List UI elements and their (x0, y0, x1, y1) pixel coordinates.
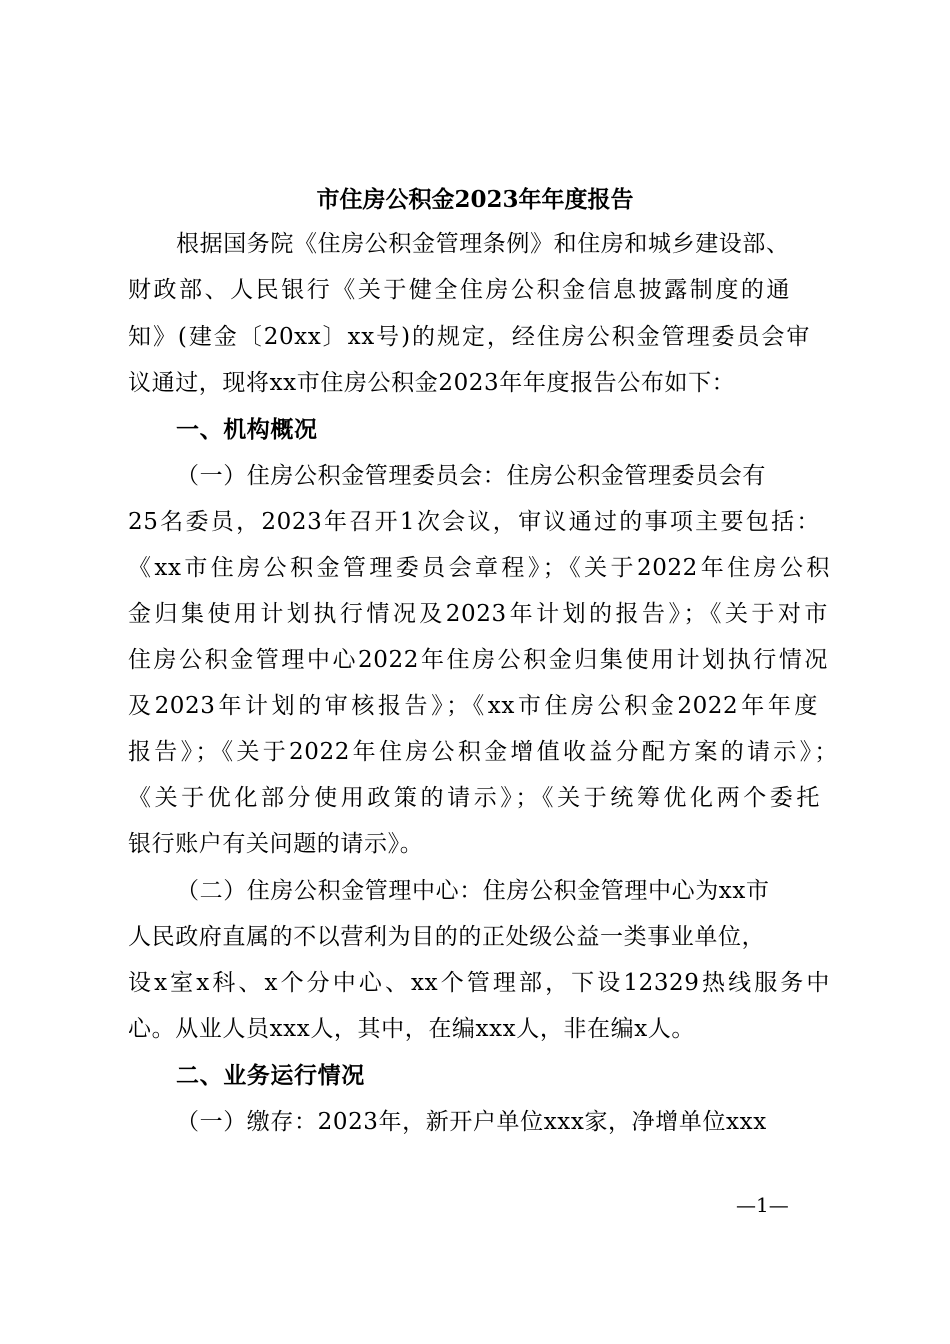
paragraph-line: 《xx市住房公积金管理委员会章程》；《关于2022年住房公积 (128, 555, 830, 581)
paragraph-line: 人民政府直属的不以营利为目的的正处级公益一类事业单位， (128, 924, 766, 950)
paragraph-line: 25名委员，2023年召开1次会议，审议通过的事项主要包括： (128, 509, 820, 535)
paragraph-line: 银行账户有关问题的请示》。 (128, 831, 424, 857)
page-number: —1— (736, 1193, 789, 1217)
section-heading: 一、机构概况 (176, 416, 318, 443)
paragraph-line: 心。从业人员xxx人，其中，在编xxx人，非在编x人。 (128, 1016, 695, 1042)
paragraph-line: 住房公积金管理中心2022年住房公积金归集使用计划执行情况 (128, 647, 828, 673)
paragraph-line: 根据国务院《住房公积金管理条例》和住房和城乡建设部、 (176, 231, 790, 257)
paragraph-line: 议通过，现将xx市住房公积金2023年年度报告公布如下： (128, 370, 736, 396)
paragraph-line: （二）住房公积金管理中心：住房公积金管理中心为xx市 (176, 878, 770, 904)
document-title: 市住房公积金2023年年度报告 (316, 186, 634, 213)
paragraph-line: 及2023年计划的审核报告》；《xx市住房公积金2022年年度 (128, 693, 818, 719)
paragraph-line: 设x室x科、x个分中心、xx个管理部，下设12329热线服务中 (128, 970, 830, 996)
paragraph-line: 《关于优化部分使用政策的请示》；《关于统筹优化两个委托 (128, 785, 820, 811)
paragraph-line: 金归集使用计划执行情况及2023年计划的报告》；《关于对市 (128, 601, 828, 627)
section-heading: 二、业务运行情况 (176, 1062, 365, 1089)
paragraph-line: 报告》；《关于2022年住房公积金增值收益分配方案的请示》； (128, 739, 838, 765)
paragraph-line: （一）缴存：2023年，新开户单位xxx家，净增单位xxx (176, 1109, 767, 1135)
paragraph-line: 知》(建金〔20xx〕xx号)的规定，经住房公积金管理委员会审 (128, 324, 810, 350)
paragraph-line: （一）住房公积金管理委员会：住房公积金管理委员会有 (176, 463, 766, 489)
paragraph-line: 财政部、人民银行《关于健全住房公积金信息披露制度的通 (128, 277, 790, 303)
